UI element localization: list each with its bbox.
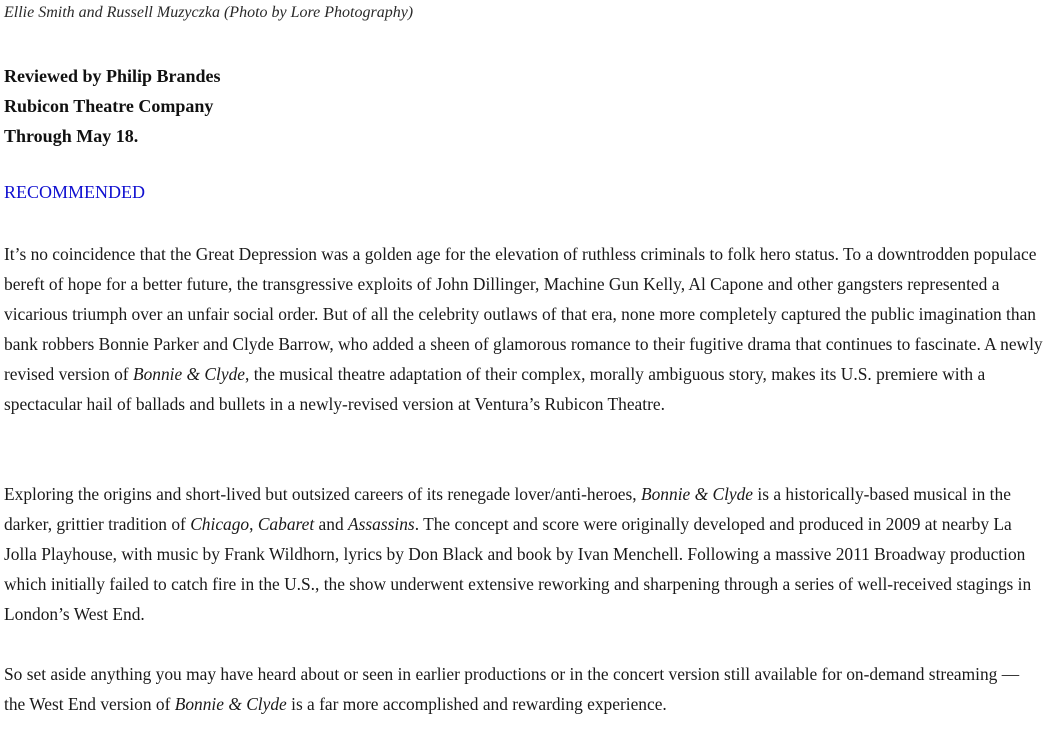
paragraph-text: . The concept and score were originally developed and produced in 2009 at nearby La Jolla Playhouse, with music by Frank Wildhorn, lyrics by Don Black and book by Ivan Menchell. Following a massive 2011 Broadway production which initially failed to catch fire in the U.S., the show underwent extensive reworking and sharpening through a series of well-received stagings in London’s West End. (4, 514, 1032, 624)
paragraph-text: is a historically-based musical in the darker, grittier tradition of (4, 484, 1011, 534)
run-dates-line: Through May 18. (4, 126, 139, 146)
article-paragraph-2 (4, 479, 1044, 629)
reviewer-line: Reviewed by Philip Brandes (4, 66, 221, 86)
paragraph-text: Exploring the origins and short-lived but outsized careers of its renegade lover/anti-heroes, (4, 484, 641, 504)
paragraph-text: , the musical theatre adaptation of their complex, morally ambiguous story, makes its U.S. premiere with a spectacular hail of ballads and bullets in a newly-revised version at Ventura’s Rubicon Theatre. (4, 364, 986, 414)
paragraph-text: and (314, 514, 348, 534)
paragraph-text: is a far more accomplished and rewarding experience. (286, 694, 667, 714)
show-title: Bonnie & Clyde (132, 364, 245, 384)
review-credits (4, 61, 221, 151)
show-title: Cabaret (257, 514, 315, 534)
photo-caption: Ellie Smith and Russell Muzyczka (Photo by Lore Photography) (4, 4, 414, 21)
show-title: Bonnie & Clyde (174, 694, 287, 714)
paragraph-text: , (249, 514, 258, 534)
show-title: Chicago (190, 514, 250, 534)
company-line: Rubicon Theatre Company (4, 96, 214, 116)
paragraph-text: So set aside anything you may have heard about or seen in earlier productions or in the concert version still available for on-demand streaming — the West End version of (4, 664, 1020, 714)
recommended-link[interactable]: RECOMMENDED (4, 182, 146, 202)
paragraph-text: It’s no coincidence that the Great Depression was a golden age for the elevation of ruthless criminals to folk hero status. To a downtrodden populace bereft of hope for a better future, the transgressive exploits of John Dillinger, Machine Gun Kelly, Al Capone and other gangsters represented a vicarious triumph over an unfair social order. But of all the celebrity outlaws of that era, none more completely captured the public imagination than bank robbers Bonnie Parker and Clyde Barrow, who added a sheen of glamorous romance to their fugitive drama that continues to fascinate. A newly revised version of (4, 244, 1043, 384)
article-paragraph-1 (4, 239, 1044, 419)
article-paragraph-3 (4, 659, 1044, 719)
show-title: Bonnie & Clyde (640, 484, 754, 504)
show-title: Assassins (348, 514, 415, 534)
